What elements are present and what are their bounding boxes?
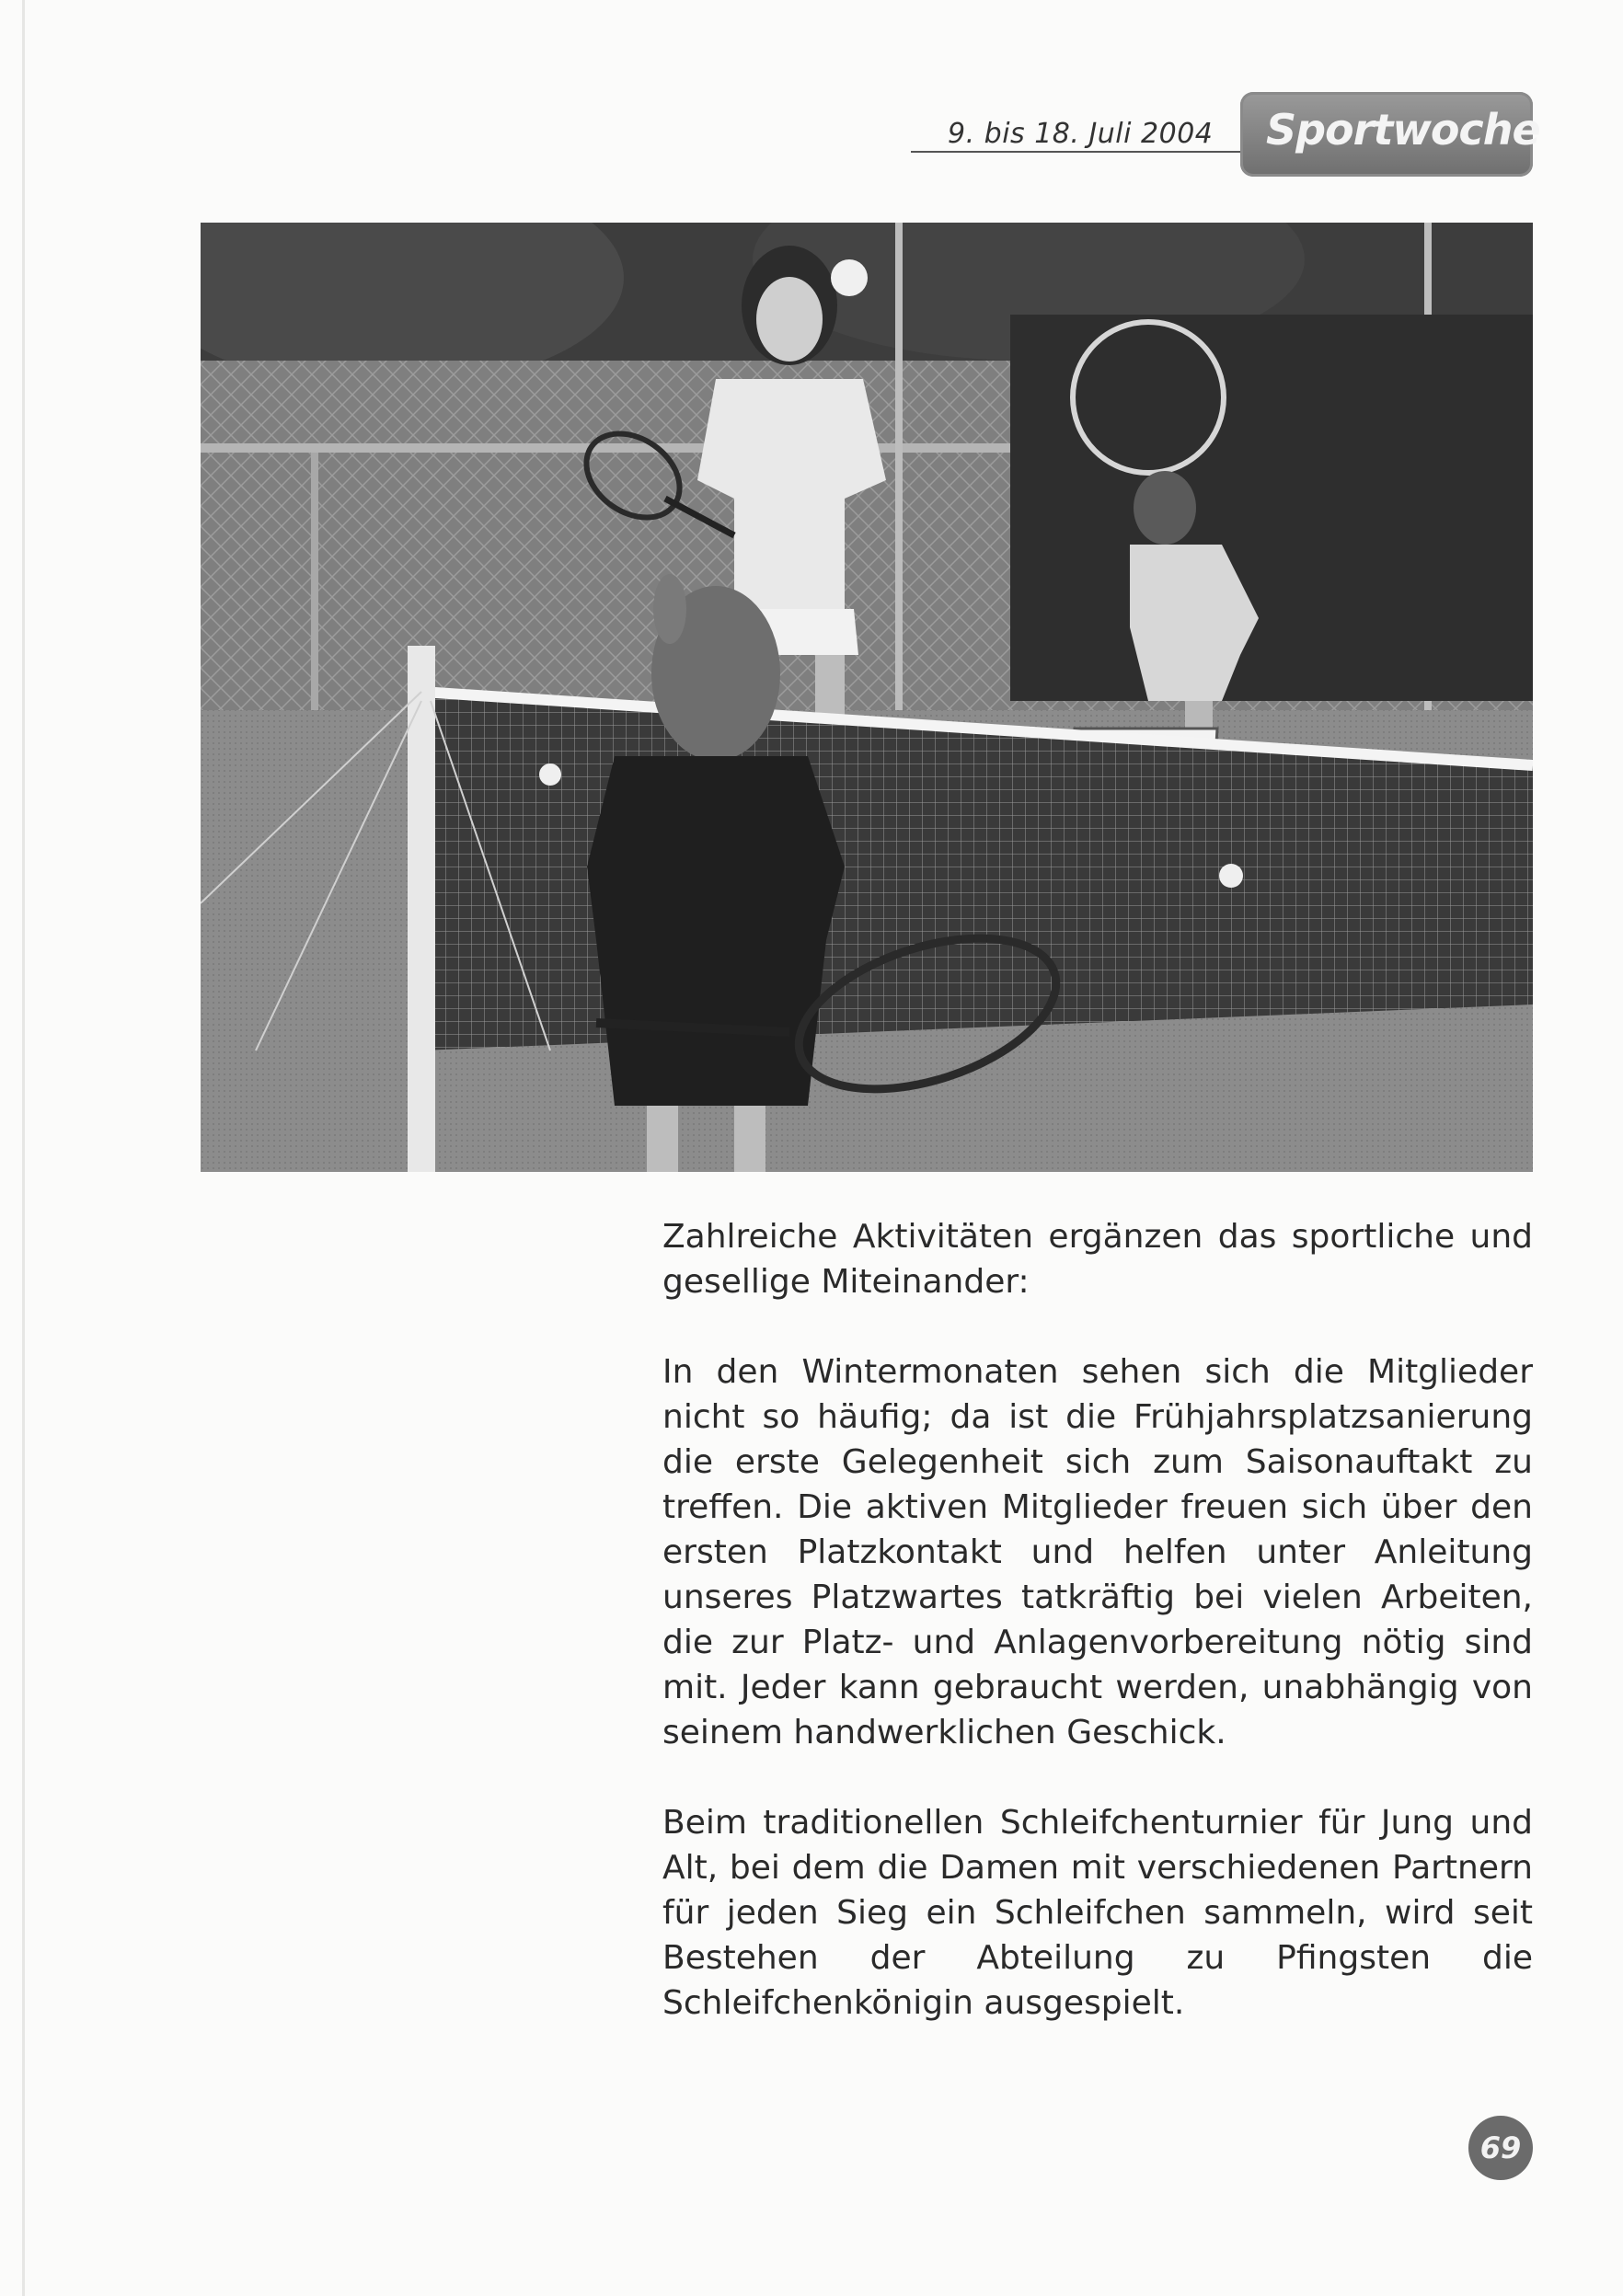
ball-on-court <box>539 763 561 786</box>
tennis-ball <box>831 259 868 296</box>
header-rule <box>911 151 1242 153</box>
page-edge <box>22 0 25 2296</box>
article-text <box>662 1214 1533 2071</box>
header-date: 9. bis 18. Juli 2004 <box>948 118 1214 150</box>
paragraph-winter: In den Wintermonaten sehen sich die Mitglieder nicht so häufig; da ist die Frühjahrsplatzsanierung die erste Gelegenheit sich zum Saisonauftakt zu treffen. Die aktiven Mitglieder freuen sich über den ersten Platzkontakt und helfen unter Anleitung unseres Platzwartes tatkräftig bei vielen Arbeiten, die zur Platz- und Anlagenvorbereitung nötig sind mit. Jeder kann gebraucht werden, unabhängig von seinem handwerklichen Geschick. <box>662 1353 1533 1751</box>
tennis-photo <box>201 223 1533 1172</box>
paragraph-tournament: Beim traditionellen Schleifchenturnier für Jung und Alt, bei dem die Damen mit verschiedenen Partnern für jeden Sieg ein Schleifchen sammeln, wird seit Bestehen der Abteilung zu Pfingsten die Schleifchenkönigin ausgespielt. <box>662 1804 1533 2022</box>
page-number: 69 <box>1468 2116 1533 2180</box>
ball-on-court <box>1219 864 1243 888</box>
paragraph-intro: Zahlreiche Aktivitäten ergänzen das sportliche und gesellige Miteinander: <box>662 1218 1533 1301</box>
header-badge-label: Sportwoche <box>1266 105 1540 155</box>
windscreen <box>1010 315 1533 701</box>
net-post <box>408 646 435 1172</box>
header-badge <box>1240 92 1540 177</box>
tennis-photo-illustration <box>201 223 1533 1172</box>
